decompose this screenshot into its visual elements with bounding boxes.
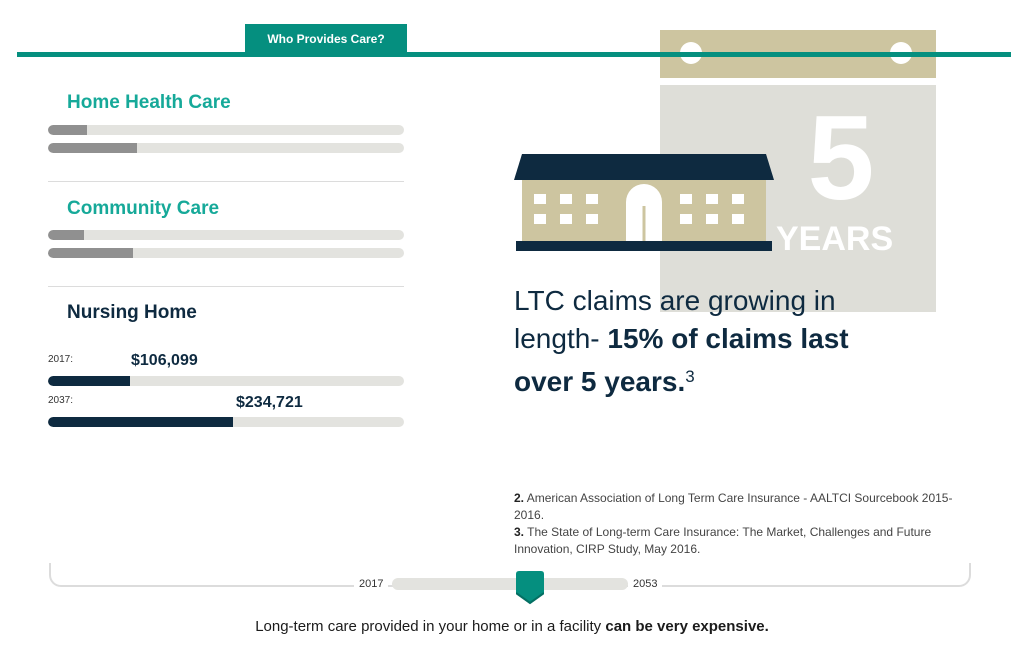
timeline-end-label: 2053 (628, 578, 662, 590)
caption-lead: Long-term care provided in your home or in a facility (255, 618, 606, 635)
caption-emphasis: can be very expensive. (605, 618, 769, 635)
footnote-2 (514, 490, 954, 524)
footnote-number: 2. (514, 491, 525, 505)
nursing-home-bar-2017 (48, 376, 404, 386)
nursing-home-amount-2017: $106,099 (131, 352, 198, 369)
community-care-bar-2 (48, 248, 404, 258)
timeline-slider-track[interactable] (392, 578, 628, 590)
big-number: 5 (807, 91, 875, 225)
nursing-home-year-2037: 2037: (48, 395, 74, 406)
footnote-number: 3. (514, 525, 525, 539)
nursing-home-bar-2037 (48, 417, 404, 427)
footnotes (514, 490, 954, 558)
home-health-bar-1 (48, 125, 404, 135)
top-rule (17, 52, 1011, 57)
footnote-3 (514, 524, 954, 558)
claim-highlight: 15% of claims last over 5 years. (514, 323, 849, 397)
section-title-home-health-care[interactable]: Home Health Care (67, 92, 231, 113)
tab-who-provides-care[interactable]: Who Provides Care? (245, 24, 407, 54)
home-health-bar-2 (48, 143, 404, 153)
timeline-start-label: 2017 (354, 578, 388, 590)
claim-footnote-ref[interactable]: 3 (685, 367, 695, 386)
nursing-home-amount-2037: $234,721 (236, 394, 303, 411)
timeline-slider-handle[interactable] (516, 571, 544, 605)
community-care-bar-1 (48, 230, 404, 240)
section-title-nursing-home[interactable]: Nursing Home (67, 302, 197, 323)
divider (48, 286, 404, 287)
claim-lead: LTC claims are growing in length- (514, 285, 836, 354)
footnote-text: The State of Long-term Care Insurance: The Market, Challenges and Future Innovation, CIRP Study, May 2016. (514, 525, 932, 556)
years-label: YEARS (776, 220, 894, 258)
section-title-community-care[interactable]: Community Care (67, 198, 220, 219)
divider (48, 181, 404, 182)
bottom-caption (0, 618, 1024, 635)
building-icon (514, 154, 774, 254)
claim-statement (514, 282, 914, 401)
footnote-text: American Association of Long Term Care Insurance - AALTCI Sourcebook 2015-2016. (514, 491, 953, 522)
nursing-home-year-2017: 2017: (48, 354, 74, 365)
